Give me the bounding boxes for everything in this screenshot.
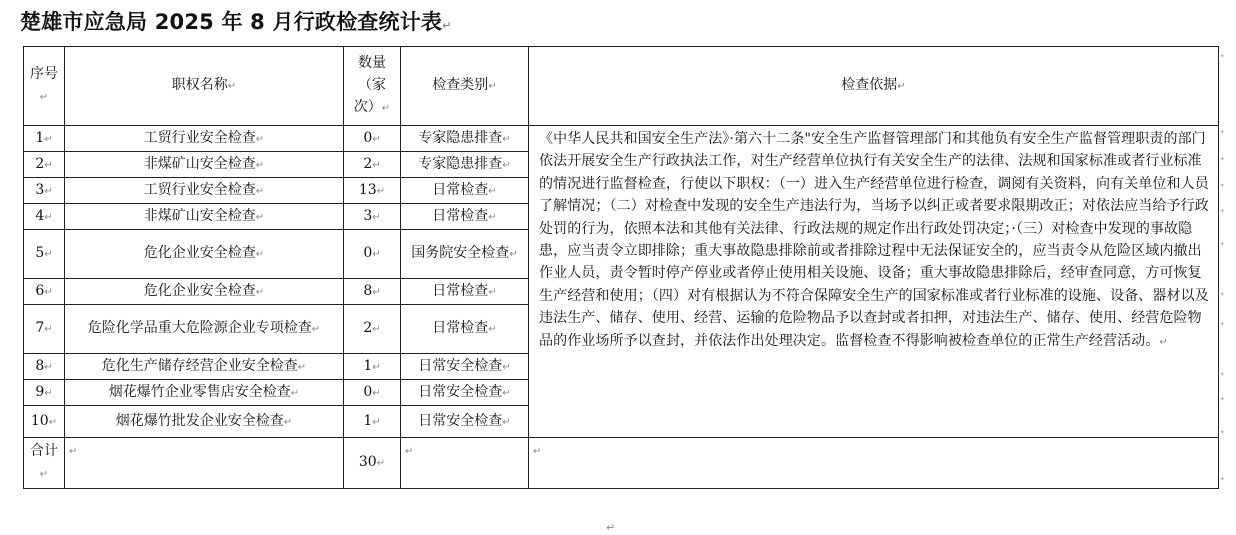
header-seq: 序号↵: [24, 47, 65, 126]
cell-end-marker-icon: ᐩ: [1220, 52, 1225, 65]
row-count: 13↵: [344, 178, 401, 204]
row-name: 非煤矿山安全检查↵: [65, 204, 344, 230]
cell-end-marker-icon: ᐩ: [1220, 181, 1225, 194]
row-name: 危化企业安全检查↵: [65, 230, 344, 279]
cell-end-marker-icon: ᐩ: [1220, 395, 1225, 408]
row-count: 0↵: [344, 380, 401, 406]
row-count: 2↵: [344, 305, 401, 354]
row-count: 0↵: [344, 126, 401, 152]
cell-end-marker-icon: ᐩ: [1220, 475, 1225, 488]
total-basis-empty: ↵: [529, 438, 1219, 489]
row-seq: 1↵: [24, 126, 65, 152]
page-title-text: 楚雄市应急局 2025 年 8 月行政检查统计表: [20, 10, 443, 34]
row-seq: 8↵: [24, 354, 65, 380]
header-basis: 检查依据↵: [529, 47, 1219, 126]
table-row: [24, 126, 1219, 152]
page-title: [20, 6, 452, 36]
row-name: 危化生产储存经营企业安全检查↵: [65, 354, 344, 380]
header-type: 检查类别↵: [401, 47, 529, 126]
header-count: 数量（家次）↵: [344, 47, 401, 126]
row-type: 日常安全检查↵: [401, 406, 529, 438]
paragraph-mark-icon: ↵: [606, 521, 616, 534]
total-label: 合计↵: [24, 438, 65, 489]
row-type: 日常安全检查↵: [401, 354, 529, 380]
cell-end-marker-icon: ᐩ: [1220, 207, 1225, 220]
cell-end-marker-icon: ᐩ: [1220, 240, 1225, 253]
total-row: [24, 438, 1219, 489]
row-seq: 9↵: [24, 380, 65, 406]
row-seq: 3↵: [24, 178, 65, 204]
header-row: [24, 47, 1219, 126]
row-count: 1↵: [344, 354, 401, 380]
row-type: 日常检查↵: [401, 305, 529, 354]
cell-end-marker-icon: ᐩ: [1220, 290, 1225, 303]
row-type: 日常检查↵: [401, 279, 529, 305]
row-type: 专家隐患排查↵: [401, 152, 529, 178]
row-count: 3↵: [344, 204, 401, 230]
row-name: 危化企业安全检查↵: [65, 279, 344, 305]
cell-end-marker-icon: ᐩ: [1220, 128, 1225, 141]
row-name: 烟花爆竹批发企业安全检查↵: [65, 406, 344, 438]
total-type-empty: ↵: [401, 438, 529, 489]
cell-end-marker-icon: ᐩ: [1220, 320, 1225, 333]
row-name: 工贸行业安全检查↵: [65, 126, 344, 152]
row-seq: 4↵: [24, 204, 65, 230]
cell-end-marker-icon: ᐩ: [1220, 155, 1225, 168]
inspection-stats-table: [23, 46, 1219, 489]
total-name-empty: ↵: [65, 438, 344, 489]
inspection-basis-text: 《中华人民共和国安全生产法》·第六十二条"安全生产监督管理部门和其他负有安全生产监督管理职责的部门依法开展安全生产行政执法工作，对生产经营单位执行有关安全生产的法律、法规和国家标准或者行业标准的情况进行监督检查，行使以下职权：（一）进入生产经营单位进行检查，调阅有关资料，向有关单位和人员了解情况；（二）对检查中发现的安全生产违法行为，当场予以纠正或者要求限期改正；对依法应当给予行政处罚的行为，依照本法和其他有关法律、行政法规的规定作出行政处罚决定；·（三）对检查中发现的事故隐患，应当责令立即排除；重大事故隐患排除前或者排除过程中无法保证安全的，应当责令从危险区域内撤出作业人员，责令暂时停产停业或者停止使用相关设施、设备；重大事故隐患排除后，经审查同意，方可恢复生产经营和使用；（四）对有根据认为不符合保障安全生产的国家标准或者行业标准的设施、设备、器材以及违法生产、储存、使用、经营、运输的危险物品予以查封或者扣押，对违法生产、储存、使用、经营危险物品的作业场所予以查封，并依法作出处理决定。监督检查不得影响被检查单位的正常生产经营活动。↵: [529, 126, 1219, 438]
cell-end-marker-icon: ᐩ: [1220, 428, 1225, 441]
row-count: 2↵: [344, 152, 401, 178]
paragraph-mark-icon: ↵: [442, 19, 452, 32]
row-count: 1↵: [344, 406, 401, 438]
row-type: 专家隐患排查↵: [401, 126, 529, 152]
cell-end-marker-icon: ᐩ: [1220, 370, 1225, 383]
row-type: 日常检查↵: [401, 178, 529, 204]
row-count: 0↵: [344, 230, 401, 279]
row-seq: 2↵: [24, 152, 65, 178]
row-name: 危险化学品重大危险源企业专项检查↵: [65, 305, 344, 354]
row-seq: 6↵: [24, 279, 65, 305]
row-name: 非煤矿山安全检查↵: [65, 152, 344, 178]
row-name: 工贸行业安全检查↵: [65, 178, 344, 204]
row-seq: 10↵: [24, 406, 65, 438]
row-type: 国务院安全检查↵: [401, 230, 529, 279]
header-name: 职权名称↵: [65, 47, 344, 126]
row-seq: 7↵: [24, 305, 65, 354]
row-name: 烟花爆竹企业零售店安全检查↵: [65, 380, 344, 406]
row-type: 日常安全检查↵: [401, 380, 529, 406]
row-count: 8↵: [344, 279, 401, 305]
total-count: 30↵: [344, 438, 401, 489]
row-seq: 5↵: [24, 230, 65, 279]
row-type: 日常检查↵: [401, 204, 529, 230]
